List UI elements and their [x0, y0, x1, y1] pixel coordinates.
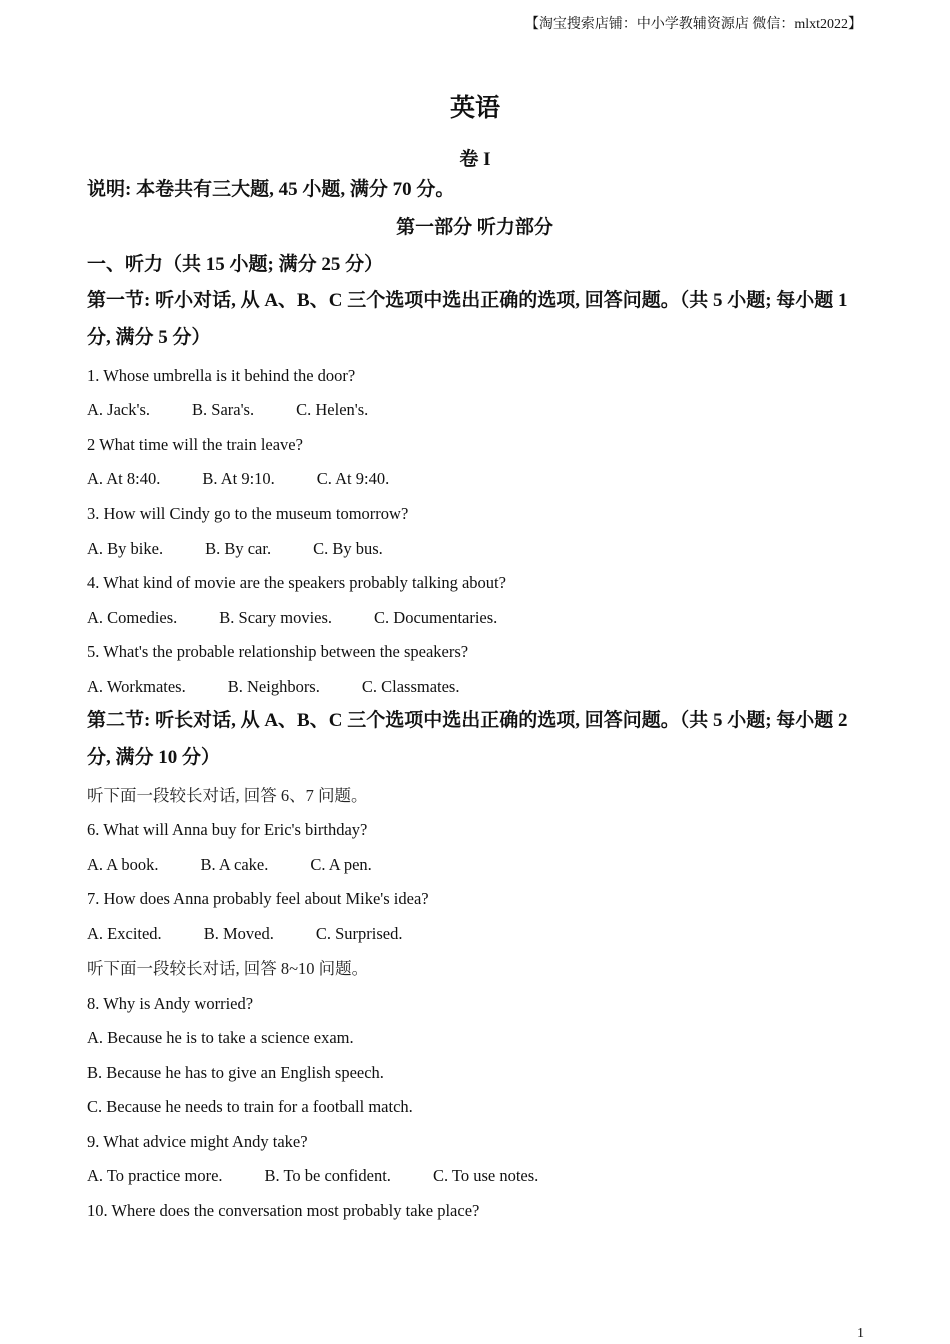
option-b: B. Moved. [203, 924, 274, 943]
question-8: 8. Why is Andy worried? [87, 994, 254, 1013]
question-4: 4. What kind of movie are the speakers probably talking about? [87, 573, 506, 592]
question-5-options [87, 677, 501, 697]
question-8-option-a: A. Because he is to take a science exam. [87, 1028, 354, 1047]
option-b: B. A cake. [200, 855, 269, 874]
option-a: A. Comedies. [87, 608, 178, 627]
subsection2-line1: 第二节: 听长对话, 从 A、B、C 三个选项中选出正确的选项, 回答问题。（共 5 小题; 每小题 2 [87, 710, 848, 731]
question-2-options [87, 469, 431, 489]
listen-instruction-8-10: 听下面一段较长对话, 回答 8~10 问题。 [87, 959, 369, 978]
question-8-option-c: C. Because he needs to train for a football match. [87, 1097, 413, 1116]
question-1-options [87, 400, 410, 420]
option-a: A. At 8:40. [87, 469, 161, 488]
section1-title: 一、听力（共 15 小题; 满分 25 分） [87, 254, 384, 275]
question-7-options [87, 924, 444, 944]
page-number: 1 [857, 1326, 864, 1341]
option-c: C. Classmates. [361, 677, 460, 696]
question-1: 1. Whose umbrella is it behind the door? [87, 366, 356, 385]
question-4-options [87, 608, 539, 628]
question-2: 2 What time will the train leave? [87, 435, 303, 454]
option-b: B. By car. [205, 539, 272, 558]
question-7: 7. How does Anna probably feel about Mike's idea? [87, 889, 429, 908]
option-a: A. A book. [87, 855, 159, 874]
question-5: 5. What's the probable relationship between the speakers? [87, 642, 469, 661]
option-b: B. Scary movies. [219, 608, 333, 627]
page-title: 英语 [449, 95, 500, 122]
option-c: C. To use notes. [432, 1166, 539, 1185]
question-3-options [87, 539, 425, 559]
option-c: C. Helen's. [296, 400, 369, 419]
option-a: A. By bike. [87, 539, 164, 558]
option-a: A. Jack's. [87, 400, 151, 419]
option-b: B. At 9:10. [202, 469, 275, 488]
paper-subtitle: 卷 I [459, 149, 491, 170]
subsection1-line2: 分, 满分 5 分） [87, 327, 211, 348]
listen-instruction-6-7: 听下面一段较长对话, 回答 6、7 问题。 [87, 786, 368, 805]
subsection1-line1: 第一节: 听小对话, 从 A、B、C 三个选项中选出正确的选项, 回答问题。（共 5 小题; 每小题 1 [87, 290, 848, 311]
header-note: 【淘宝搜索店铺：中小学教辅资源店 微信：mlxt2022】 [524, 17, 862, 32]
option-a: A. Excited. [87, 924, 162, 943]
question-6: 6. What will Anna buy for Eric's birthday? [87, 820, 368, 839]
question-10: 10. Where does the conversation most probably take place? [87, 1201, 480, 1220]
option-c: C. A pen. [310, 855, 372, 874]
option-b: B. Neighbors. [227, 677, 320, 696]
part1-title: 第一部分 听力部分 [396, 217, 553, 238]
subsection2-line2: 分, 满分 10 分） [87, 747, 221, 768]
option-c: C. At 9:40. [316, 469, 390, 488]
option-a: A. To practice more. [87, 1166, 223, 1185]
option-a: A. Workmates. [87, 677, 186, 696]
option-c: C. By bus. [313, 539, 383, 558]
instructions: 说明: 本卷共有三大题, 45 小题, 满分 70 分。 [87, 179, 455, 200]
option-b: B. Sara's. [192, 400, 255, 419]
option-b: B. To be confident. [264, 1166, 391, 1185]
question-6-options [87, 855, 414, 875]
question-3: 3. How will Cindy go to the museum tomorrow? [87, 504, 409, 523]
option-c: C. Documentaries. [374, 608, 498, 627]
question-8-option-b: B. Because he has to give an English speech. [87, 1063, 384, 1082]
question-9-options [87, 1166, 580, 1186]
option-c: C. Surprised. [315, 924, 403, 943]
question-9: 9. What advice might Andy take? [87, 1132, 308, 1151]
